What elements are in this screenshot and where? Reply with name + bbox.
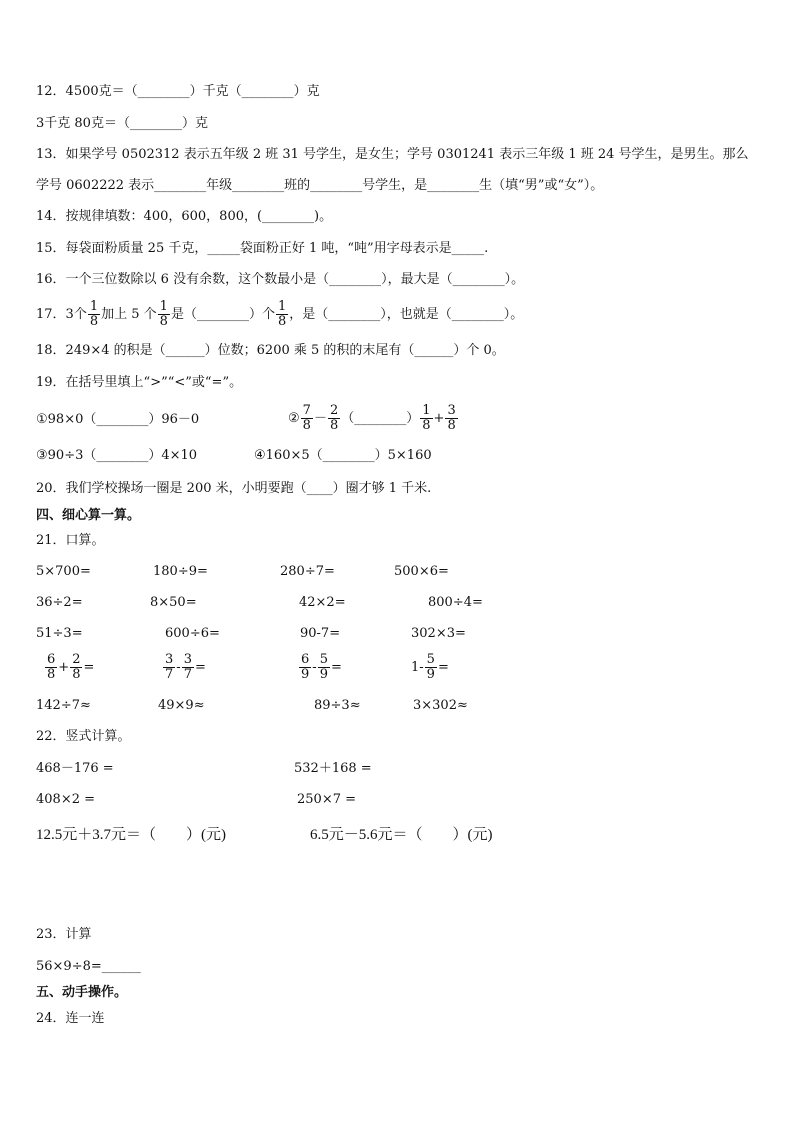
q21-r4-3: $\frac{6}{9}$ - $\frac{5}{9}$ = [301, 652, 342, 682]
q21-r3-2: 600÷6= [165, 626, 220, 641]
q21-r1-3: 280÷7= [280, 564, 335, 579]
q17-fraction-3: $\frac{1}{8}$ [277, 299, 287, 329]
q22-b: 532＋168 = [294, 761, 372, 776]
q22-c: 408×2 = [36, 792, 96, 807]
q21-r5-1: 142÷7≈ [36, 698, 91, 713]
q21-r2-4: 800÷4= [428, 595, 483, 610]
q19-item-c: ③90÷3（________）4×10 [36, 448, 198, 463]
section-4-heading: 四、细心算一算。 [36, 508, 141, 523]
q13-line2: 学号 0602222 表示________年级________班的________号学生，是________生（填“男”或“女”）。 [36, 178, 604, 193]
q12-line1: 12．4500克＝（________）千克（________）克 [36, 84, 320, 99]
q17 [36, 298, 523, 332]
q17-part2: 加上 5 个 [101, 307, 157, 322]
q21-r1-4: 500×6= [394, 564, 449, 579]
q21-r4-4: 1- $\frac{5}{9}$ = [411, 652, 449, 682]
q21-r4-1: $\frac{6}{8}$ + $\frac{2}{8}$ = [47, 652, 95, 682]
q19-item-d: ④160×5（________）5×160 [254, 448, 432, 463]
q19-b-fraction-4: $\frac{3}{8}$ [447, 403, 456, 433]
q21-r5-4: 3×302≈ [413, 698, 468, 713]
q21-r5-2: 49×9≈ [158, 698, 205, 713]
q17-fraction-1: $\frac{1}{8}$ [89, 299, 99, 329]
q21-r2-2: 8×50= [150, 595, 197, 610]
q21-r3-3: 90-7= [300, 626, 341, 641]
q12-line2: 3千克 80克＝（________）克 [36, 116, 208, 131]
q17-part4: ，是（________），也就是（________）。 [289, 307, 524, 322]
q13-line1: 13．如果学号 0502312 表示五年级 2 班 31 号学生，是女生；学号 0301241 表示三年级 1 班 24 号学生，是男生。那么 [36, 147, 749, 162]
q22-e: 12.5元＋3.7元＝（ ）(元) [36, 827, 226, 843]
q19-item-b: ② $\frac{7}{8}$ － $\frac{2}{8}$ （________） $\frac{1}{8}$ + $\frac{3}{8}$ [288, 403, 456, 433]
q17-part1: 17．3个 [36, 307, 87, 322]
q22-title: 22．竖式计算。 [36, 729, 131, 744]
q23-title: 23．计算 [36, 927, 92, 942]
q22-d: 250×7 = [297, 792, 357, 807]
q21-r1-2: 180÷9= [153, 564, 208, 579]
q19-title: 19．在括号里填上“>”“<”或“=”。 [36, 375, 243, 390]
q21-title: 21．口算。 [36, 533, 105, 548]
q21-r2-3: 42×2= [299, 595, 346, 610]
q19-item-a: ①98×0（________）96－0 [36, 412, 200, 427]
q22-a: 468－176 = [36, 761, 114, 776]
q17-part3: 是（________）个 [170, 307, 275, 322]
q19-b-fraction-3: $\frac{1}{8}$ [422, 403, 431, 433]
q20: 20．我们学校操场一圈是 200 米，小明要跑（____）圈才够 1 千米. [36, 481, 432, 496]
q16: 16．一个三位数除以 6 没有余数，这个数最小是（________），最大是（________）。 [36, 272, 525, 287]
q21-r2-1: 36÷2= [36, 595, 83, 610]
q15: 15．每袋面粉质量 25 千克，_____袋面粉正好 1 吨，“吨”用字母表示是_____. [36, 241, 489, 256]
q19-b-fraction-2: $\frac{2}{8}$ [329, 403, 339, 433]
q21-r1-1: 5×700= [36, 564, 91, 579]
q23-line: 56×9÷8=______ [36, 959, 141, 974]
q21-r4-2: $\frac{3}{7}$ - $\frac{3}{7}$ = [165, 652, 206, 682]
q24: 24．连一连 [36, 1011, 105, 1026]
q19-b-fraction-1: $\frac{7}{8}$ [302, 403, 311, 433]
q22-f: 6.5元－5.6元＝（ ）(元) [310, 827, 493, 843]
q18: 18．249×4 的积是（______）位数；6200 乘 5 的积的末尾有（______）个 0。 [36, 343, 505, 358]
q14: 14．按规律填数：400，600，800，(________)。 [36, 209, 333, 224]
q21-r3-1: 51÷3= [36, 626, 83, 641]
q17-fraction-2: $\frac{1}{8}$ [159, 299, 168, 329]
section-5-heading: 五、动手操作。 [36, 985, 128, 1000]
q21-r5-3: 89÷3≈ [314, 698, 361, 713]
q21-r3-4: 302×3= [411, 626, 466, 641]
